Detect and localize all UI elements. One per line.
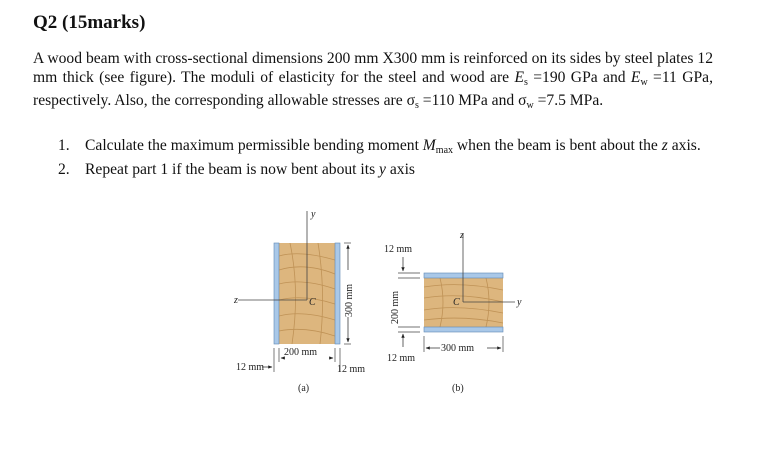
- m-symbol: M: [422, 137, 436, 154]
- z-axis-label-b: z: [460, 230, 464, 241]
- section-a: [233, 209, 365, 394]
- section-b: [384, 230, 522, 394]
- height-dim-label-a: 300 mm: [344, 283, 355, 317]
- steel-plate-right-a: [335, 243, 340, 344]
- sigma-s-subscript: s: [414, 100, 419, 111]
- y-axis-label-b: y: [517, 297, 522, 308]
- statement-line-2: steel plates 12 mm thick (see figure). The moduli of elasticity for the steel and wood are: [33, 50, 714, 86]
- ew-symbol: E: [630, 68, 641, 86]
- item-text-a: Repeat part 1 if the beam is now bent about its: [85, 160, 380, 178]
- centroid-label-a: C: [309, 297, 316, 308]
- caption-b: (b): [452, 383, 464, 394]
- axis-symbol: y: [379, 160, 386, 178]
- es-subscript: s: [523, 76, 528, 88]
- item-text-b: axis: [385, 160, 415, 178]
- centroid-label-b: C: [453, 297, 460, 308]
- es-symbol: E: [514, 68, 524, 86]
- question-title: Q2 (15marks): [33, 12, 146, 33]
- item-text-c: axis.: [667, 137, 701, 154]
- m-subscript: max: [435, 145, 454, 156]
- sigma-w-subscript: w: [526, 100, 534, 111]
- steel-plate-bottom-b: [424, 327, 503, 332]
- item-number: 1.: [58, 137, 70, 154]
- item-number: 2.: [58, 160, 70, 178]
- ew-subscript: w: [640, 76, 648, 88]
- statement-line-3b: =11 GPa, respectively. Also, the corresponding allowable stresses are: [33, 68, 713, 109]
- right-plate-dim-label-a: 12 mm: [337, 364, 366, 375]
- y-axis-label-a: y: [311, 209, 316, 220]
- left-plate-dim-label-a: 12 mm: [236, 362, 265, 373]
- sigma-s-symbol: σ: [406, 92, 415, 109]
- bottom-plate-dim-label-b: 12 mm: [387, 353, 416, 364]
- axis-symbol: z: [661, 137, 668, 154]
- item-text-b: when the beam is bent about the: [453, 137, 662, 154]
- steel-plate-left-a: [274, 243, 279, 344]
- height-dim-label-b: 200 mm: [390, 290, 401, 324]
- caption-a: (a): [298, 383, 310, 394]
- width-dim-label-a: 200 mm: [284, 347, 318, 358]
- statement-line-4a: =110 MPa and: [422, 92, 519, 109]
- sigma-w-symbol: σ: [518, 92, 527, 109]
- top-plate-dim-label-b: 12 mm: [384, 244, 413, 255]
- z-axis-label-a: z: [234, 295, 238, 306]
- statement-line-3a: =190 GPa and: [533, 68, 631, 86]
- width-dim-label-b: 300 mm: [441, 343, 475, 354]
- statement-line-4b: =7.5 MPa.: [533, 92, 604, 109]
- item-text-a: Calculate the maximum permissible bending moment: [85, 137, 423, 154]
- statement-line-1: A wood beam with cross-sectional dimensions 200 mm X300 mm is reinforced on its sides by: [33, 50, 621, 67]
- steel-plate-top-b: [424, 273, 503, 278]
